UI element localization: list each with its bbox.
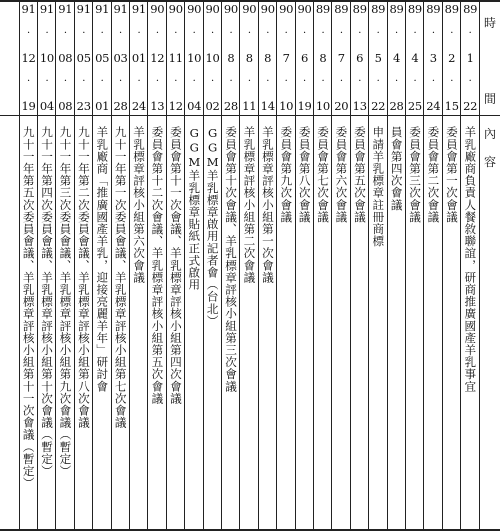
date-separator: · — [192, 27, 196, 39]
row-date-year: 89 — [389, 2, 404, 16]
date-separator: · — [431, 27, 435, 39]
row-date-year: 90 — [297, 2, 312, 16]
row-date-day: 24 — [131, 99, 146, 113]
row-date — [167, 3, 185, 113]
date-separator: · — [82, 76, 86, 88]
table-bottom-border — [0, 529, 500, 531]
row-content: 委員會第十二次會議、羊乳標章評核小組第五次會議 — [150, 126, 165, 405]
date-separator: · — [321, 76, 325, 88]
row-date-day: 28 — [389, 99, 404, 113]
row-date — [185, 3, 203, 113]
row-date-year: 90 — [205, 2, 220, 16]
row-date-year: 90 — [242, 2, 257, 16]
row-content: 申請羊乳標章註冊商標 — [371, 126, 386, 247]
row-content: 委員會第三次會議 — [408, 126, 423, 223]
row-content: 委員會第九次會議 — [279, 126, 294, 223]
row-date-day: 10 — [315, 99, 330, 113]
row-date-month: 05 — [76, 50, 91, 65]
date-separator: · — [119, 27, 122, 39]
row-date-month: 7 — [282, 50, 290, 65]
row-date-month: 8 — [245, 50, 253, 65]
row-date — [148, 3, 166, 113]
row-date-year: 89 — [463, 2, 478, 16]
row-date-day: 15 — [444, 99, 459, 113]
row-content: 羊乳標章評核小組第六次會議 — [132, 126, 147, 284]
date-separator: · — [395, 27, 398, 39]
row-date-day: 08 — [58, 99, 73, 113]
row-content: GGM羊乳標章貼紙正式啟用 — [187, 126, 202, 291]
row-date — [38, 3, 56, 113]
row-date-day: 13 — [352, 99, 367, 113]
header-content-label-2: 容 — [483, 155, 496, 169]
row-date-year: 91 — [131, 2, 146, 16]
row-date-day: 22 — [463, 99, 478, 113]
date-separator: · — [303, 27, 306, 39]
row-date — [75, 3, 93, 113]
row-date-month: 6 — [300, 50, 308, 65]
row-date-year: 91 — [39, 2, 54, 16]
date-separator: · — [229, 76, 233, 88]
row-date-day: 12 — [168, 99, 183, 113]
row-date — [111, 3, 129, 113]
date-separator: · — [450, 27, 454, 39]
date-separator: · — [82, 27, 86, 39]
row-date-month: 7 — [337, 50, 345, 65]
row-date-day: 24 — [426, 99, 441, 113]
row-content: 九十一年第三次委員會議、羊乳標章評核小組第九次會議（暫定） — [58, 126, 73, 477]
row-date — [443, 3, 461, 113]
row-date-day: 19 — [21, 99, 36, 113]
row-date-month: 4 — [411, 50, 419, 65]
date-separator: · — [100, 76, 104, 88]
date-separator: · — [266, 76, 270, 88]
row-date — [130, 3, 148, 113]
row-date-day: 01 — [95, 99, 110, 113]
row-date — [387, 3, 405, 113]
row-content: 委員會第八次會議 — [297, 126, 312, 223]
date-separator: · — [284, 27, 288, 39]
date-separator: · — [63, 76, 67, 88]
row-date — [203, 3, 221, 113]
row-content: 九十一年第一次委員會議、羊乳標章評核小組第七次會議 — [113, 126, 128, 429]
date-separator: · — [339, 76, 343, 88]
row-date — [259, 3, 277, 113]
row-date-month: 8 — [264, 50, 272, 65]
date-separator: · — [45, 76, 49, 88]
row-date-month: 11 — [168, 50, 183, 65]
header-date-label: 時 — [483, 16, 496, 30]
date-separator: · — [211, 76, 214, 88]
row-content: GGM羊乳標章啟用記者會（台北） — [205, 126, 220, 327]
row-date-month: 3 — [429, 50, 437, 65]
row-content: 委員會第二次會議 — [426, 126, 441, 223]
row-date-month: 1 — [466, 50, 474, 65]
row-date-month: 03 — [113, 50, 128, 65]
row-date-day: 22 — [371, 99, 386, 113]
date-separator: · — [211, 27, 214, 39]
row-date — [19, 3, 37, 113]
date-separator: · — [100, 27, 104, 39]
date-separator: · — [192, 76, 196, 88]
row-date-day: 28 — [113, 99, 128, 113]
row-date-year: 89 — [371, 2, 386, 16]
row-date-day: 14 — [260, 99, 275, 113]
row-date-month: 10 — [205, 50, 220, 65]
row-date — [406, 3, 424, 113]
date-separator: · — [431, 76, 435, 88]
date-separator: · — [284, 76, 288, 88]
date-separator: · — [247, 76, 251, 88]
date-separator: · — [119, 76, 122, 88]
row-date-year: 90 — [168, 2, 183, 16]
date-separator: · — [413, 76, 417, 88]
row-date-day: 28 — [223, 99, 238, 113]
row-date-day: 20 — [334, 99, 349, 113]
row-date-day: 04 — [187, 99, 202, 113]
row-date-year: 90 — [279, 2, 294, 16]
date-separator: · — [376, 27, 380, 39]
row-date-year: 89 — [407, 2, 422, 16]
row-date-month: 10 — [39, 50, 54, 65]
header-divider-rule — [0, 115, 500, 116]
date-separator: · — [266, 27, 270, 39]
row-date-month: 8 — [227, 50, 235, 65]
date-separator: · — [45, 27, 49, 39]
row-content: 委員會第五次會議 — [352, 126, 367, 223]
row-content: 委員會第七次會議 — [316, 126, 331, 223]
row-date-year: 90 — [223, 2, 238, 16]
row-content: 九十一年第五次委員會議、羊乳標章評核小組第十一次會議（暫定） — [21, 126, 36, 489]
row-content: 員會第四次會議 — [389, 126, 404, 211]
date-separator: · — [376, 76, 380, 88]
row-date-year: 89 — [315, 2, 330, 16]
date-separator: · — [247, 27, 251, 39]
row-date-year: 90 — [150, 2, 165, 16]
date-separator: · — [137, 76, 141, 88]
row-date-year: 91 — [76, 2, 91, 16]
row-date — [461, 3, 479, 113]
row-date-year: 89 — [352, 2, 367, 16]
row-date — [93, 3, 111, 113]
row-date-year: 91 — [95, 2, 110, 16]
row-content: 九十一年第二次委員會議、羊乳標章評核小組第八次會議 — [76, 126, 91, 429]
date-separator: · — [27, 27, 30, 39]
date-separator: · — [229, 27, 233, 39]
date-separator: · — [155, 27, 159, 39]
row-date — [222, 3, 240, 113]
date-separator: · — [155, 76, 159, 88]
row-date — [332, 3, 350, 113]
row-date — [369, 3, 387, 113]
row-date — [240, 3, 258, 113]
row-date-month: 12 — [150, 50, 165, 65]
row-date-year: 89 — [334, 2, 349, 16]
date-separator: · — [358, 27, 362, 39]
row-content: 委員會第一次會議 — [444, 126, 459, 223]
row-date-month: 6 — [356, 50, 364, 65]
row-date-month: 01 — [131, 50, 146, 65]
row-date-day: 19 — [297, 99, 312, 113]
date-separator: · — [137, 27, 141, 39]
row-date — [56, 3, 74, 113]
row-date — [351, 3, 369, 113]
date-separator: · — [358, 76, 362, 88]
date-separator: · — [63, 27, 67, 39]
row-date-year: 91 — [21, 2, 36, 16]
date-separator: · — [468, 76, 472, 88]
row-date-month: 08 — [58, 50, 73, 65]
date-separator: · — [339, 27, 343, 39]
date-separator: · — [303, 76, 306, 88]
header-content-label: 內 — [483, 127, 496, 141]
date-separator: · — [321, 27, 325, 39]
row-date-month: 2 — [448, 50, 456, 65]
row-date — [314, 3, 332, 113]
row-date — [424, 3, 442, 113]
date-separator: · — [413, 27, 417, 39]
row-date-day: 11 — [242, 99, 257, 113]
row-content: 羊乳廠商負責人餐敘聯誼，研商推廣國產羊乳事宜 — [463, 126, 478, 393]
row-date-year: 91 — [58, 2, 73, 16]
row-date-month: 8 — [319, 50, 327, 65]
row-date-month: 12 — [21, 50, 36, 65]
row-content: 委員會第十次會議、羊乳標章評核小組第三次會議 — [224, 126, 239, 393]
date-separator: · — [450, 76, 454, 88]
row-date-day: 02 — [205, 99, 220, 113]
row-date-day: 13 — [150, 99, 165, 113]
row-date-month: 5 — [374, 50, 382, 65]
date-separator: · — [27, 76, 30, 88]
row-date-month: 10 — [187, 50, 202, 65]
row-date-month: 4 — [392, 50, 400, 65]
row-date-year: 89 — [444, 2, 459, 16]
row-date — [295, 3, 313, 113]
row-date — [277, 3, 295, 113]
row-date-year: 90 — [187, 2, 202, 16]
date-separator: · — [395, 76, 398, 88]
row-date-day: 04 — [39, 99, 54, 113]
date-separator: · — [174, 76, 178, 88]
row-date-day: 23 — [76, 99, 91, 113]
row-date-year: 90 — [260, 2, 275, 16]
row-content: 九十一年第四次委員會議、羊乳標章評核小組第十次會議（暫定） — [40, 126, 55, 477]
row-date-year: 89 — [426, 2, 441, 16]
header-date-label-2: 間 — [483, 92, 496, 106]
row-date-day: 25 — [407, 99, 422, 113]
row-date-month: 05 — [95, 50, 110, 65]
row-content: 羊乳標章評核小組第一次會議 — [260, 126, 275, 284]
row-content: 羊乳標章評核小組第二次會議 — [242, 126, 257, 284]
date-separator: · — [468, 27, 472, 39]
row-content: 羊乳廠商「推廣國產羊乳，迎接亮麗羊年」研討會 — [95, 126, 110, 393]
row-content: 委員會第六次會議 — [334, 126, 349, 223]
row-date-year: 91 — [113, 2, 128, 16]
row-content: 委員會第十一次會議、羊乳標章評核小組第四次會議 — [168, 126, 183, 405]
row-date-day: 10 — [279, 99, 294, 113]
date-separator: · — [174, 27, 178, 39]
